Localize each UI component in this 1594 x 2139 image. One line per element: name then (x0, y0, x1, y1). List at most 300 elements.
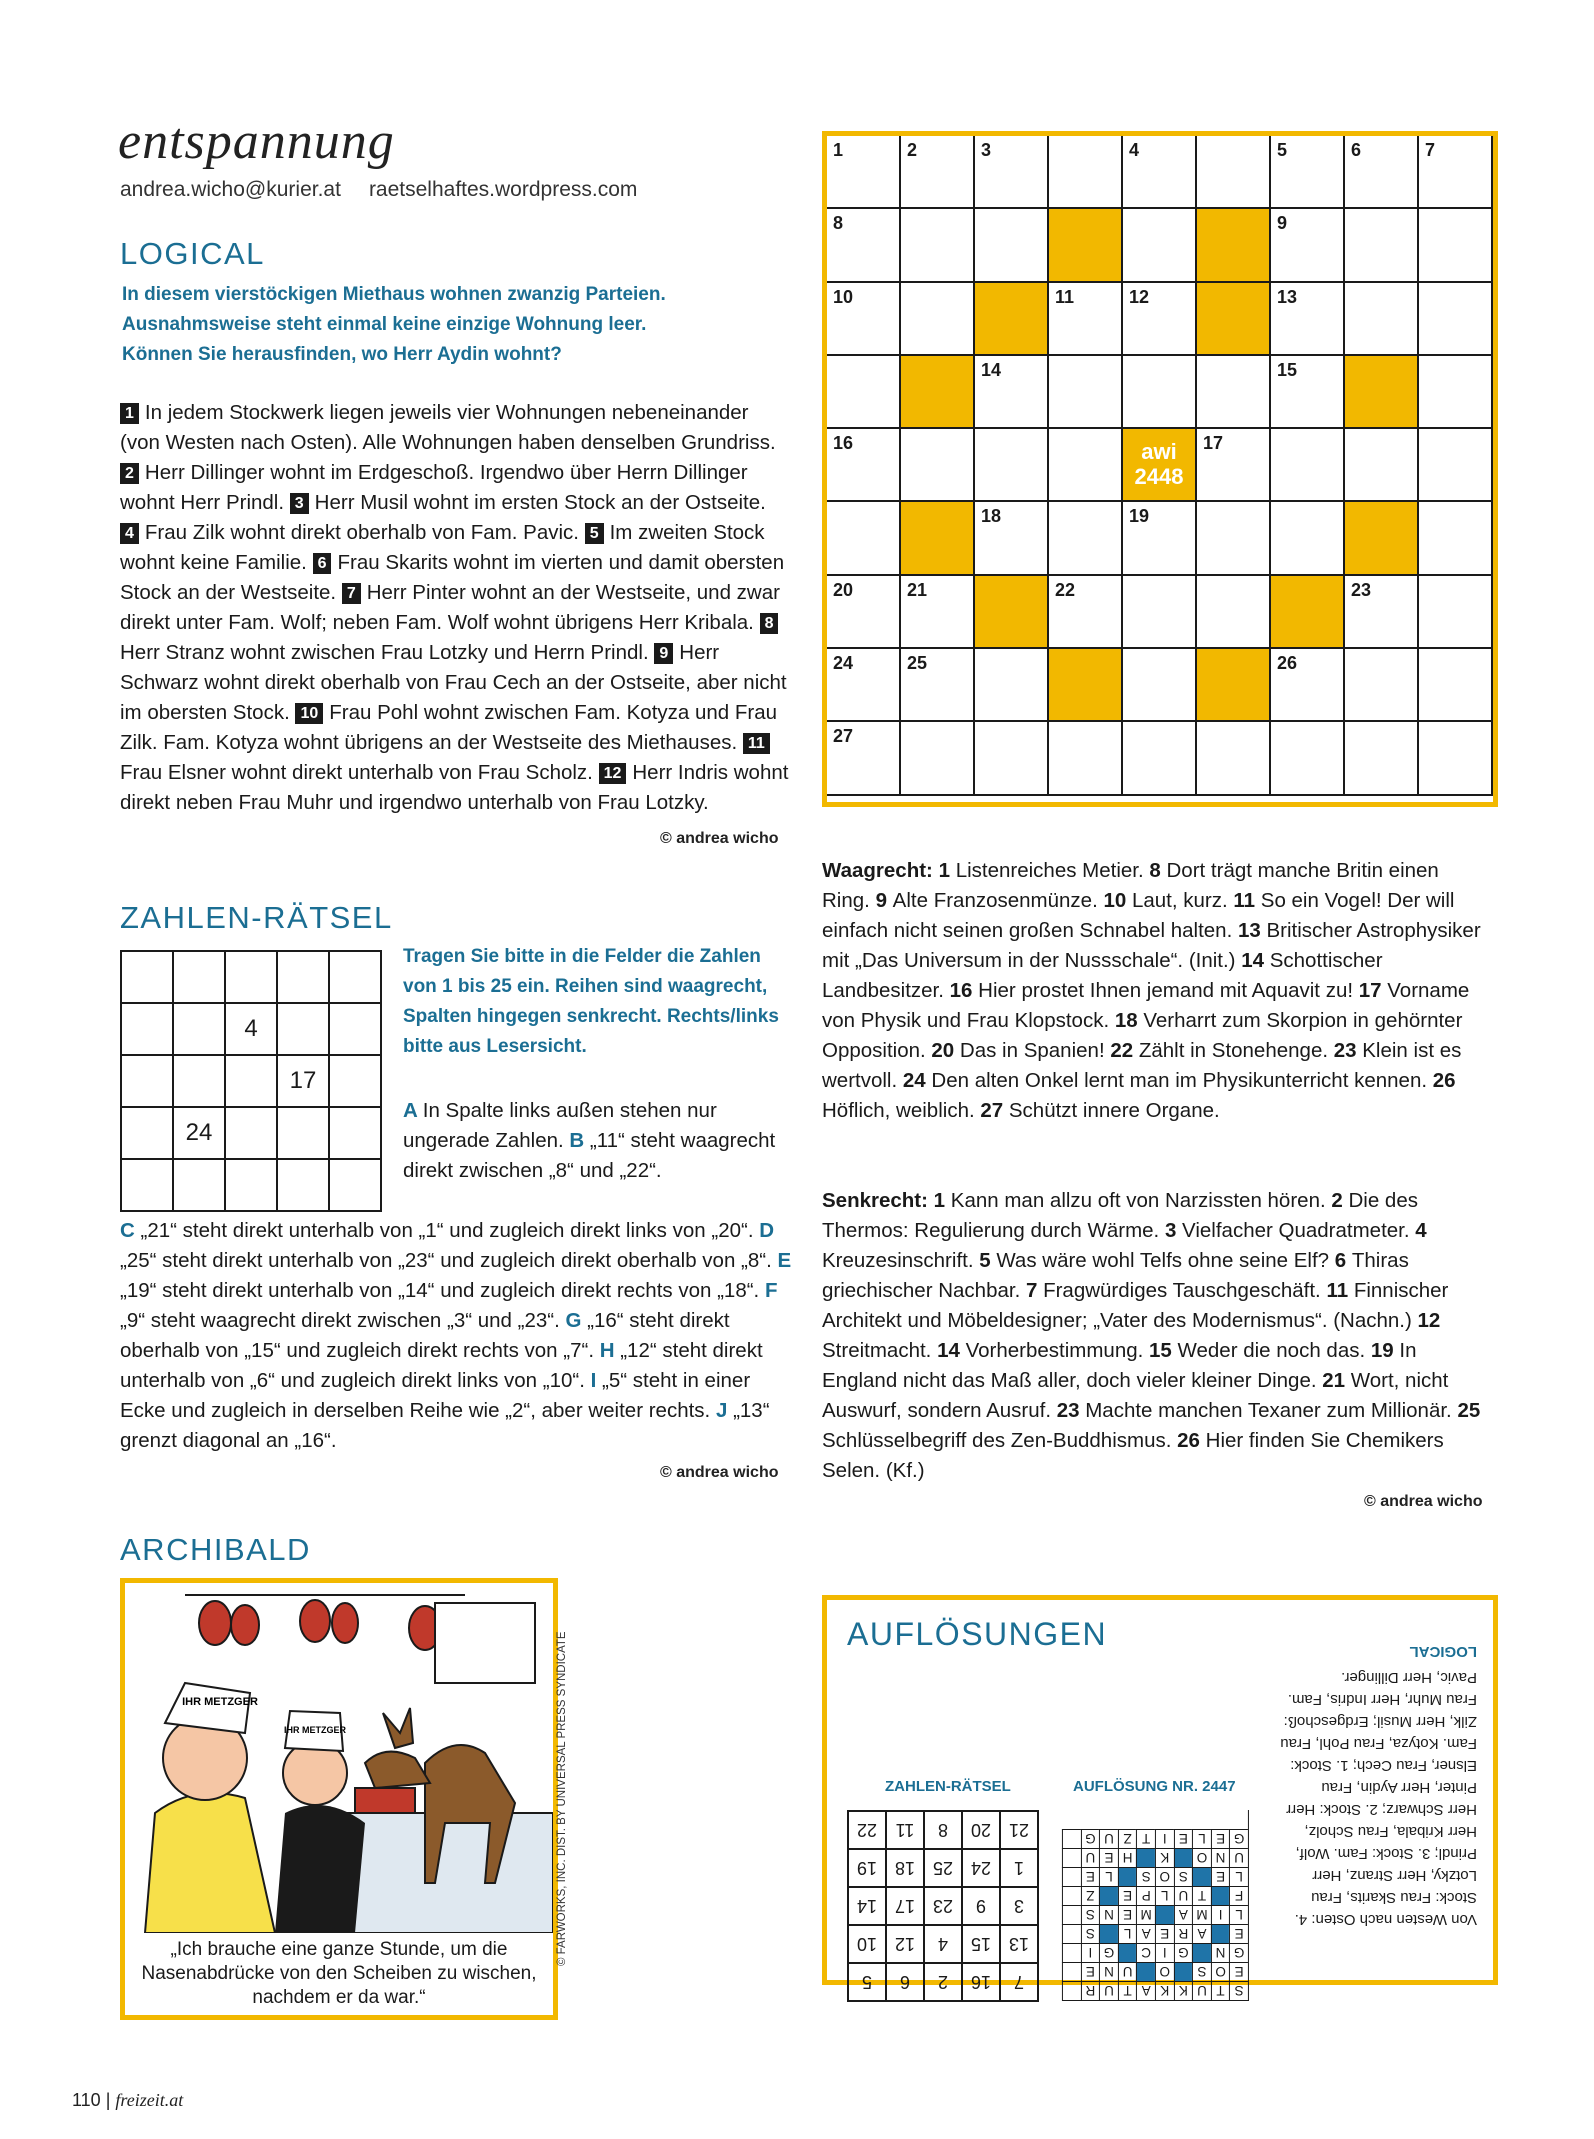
grid-cell (975, 136, 1049, 209)
solution-cell: 19 (847, 1848, 885, 1886)
clue-number: 11 (743, 733, 770, 754)
clue-text: „12“ steht direkt unterhalb von „6“ und zugleich direkt links von „10“. (120, 1339, 763, 1392)
clue-number: 12 (1417, 1309, 1441, 1332)
solutions-crossword-label: AUFLÖSUNG NR. 2447 (1073, 1778, 1236, 1795)
solution-cell: M (1136, 1905, 1155, 1924)
solution-cell: S (1081, 1924, 1100, 1943)
clue-text: Kann man allzu oft von Narzissten hören. (950, 1189, 1332, 1212)
solution-cell: E (1081, 1962, 1100, 1981)
clue-text: Britischer Astrophysiker mit „Das Universum in der Nussschale“. (Init.) (822, 919, 1481, 972)
clue-text: Kreuzesinschrift. (822, 1249, 980, 1272)
logical-title: LOGICAL (120, 236, 265, 271)
solution-cell: E (1118, 1905, 1137, 1924)
solution-cell: I (1155, 1829, 1174, 1848)
clue-text: Machte manchen Texaner zum Millionär. (1085, 1399, 1458, 1422)
solution-cell: T (1192, 1886, 1211, 1905)
grid-cell: 17 (278, 1056, 330, 1108)
solution-cell: G (1174, 1943, 1193, 1962)
clue-letter: D (759, 1219, 775, 1242)
clue-number: 14 (937, 1339, 966, 1362)
clue-text: Höflich, weiblich. (822, 1099, 981, 1122)
solution-cell: N (1211, 1848, 1230, 1867)
grid-cell (1419, 356, 1493, 429)
clue-text: Alte Franzosenmünze. (892, 889, 1104, 912)
grid-cell (174, 1004, 226, 1056)
cell-number: 9 (1277, 213, 1288, 234)
crossword-grid (827, 136, 1493, 796)
solution-cell: O (1155, 1962, 1174, 1981)
solution-cell: S (1081, 1905, 1100, 1924)
solution-cell: G (1099, 1943, 1118, 1962)
solution-cell: E (1229, 1962, 1248, 1981)
clue-text: Hier prostet Ihnen jemand mit Aquavit zu! (978, 979, 1359, 1002)
solution-cell (1062, 1924, 1081, 1943)
solution-cell: 20 (961, 1810, 999, 1848)
cap-label-1: IHR METZGER (182, 1696, 258, 1708)
clue-text: Herr Dillinger wohnt im Erdgeschoß. Irgendwo über Herrn Dillinger wohnt Herr Prindl. (120, 461, 748, 514)
clue-letter: G (565, 1309, 588, 1332)
solution-cell: O (1155, 1867, 1174, 1886)
website-link[interactable]: raetselhaftes.wordpress.com (368, 178, 638, 201)
email-link[interactable]: andrea.wicho@kurier.at (120, 178, 341, 201)
clue-text: „5“ steht in einer Ecke und zugleich in derselben Reihe wie „2“, aber weiter rechts. (120, 1369, 751, 1422)
clue-text: Zählt in Stonehenge. (1138, 1039, 1334, 1062)
puzzle-id-number: 2448 (1134, 464, 1184, 490)
cell-number: 10 (833, 286, 854, 307)
clue-text: Listenreiches Metier. (955, 859, 1150, 882)
cell-number: 11 (1055, 286, 1075, 307)
grid-cell (1123, 283, 1197, 356)
clue-letter: C (120, 1219, 141, 1242)
clue-letter: F (764, 1279, 778, 1302)
clue-number: 19 (1370, 1339, 1400, 1362)
block-cell (1049, 649, 1123, 722)
zahlen-grid (120, 950, 382, 1212)
grid-cell (975, 502, 1049, 575)
clue-number: 5 (979, 1249, 997, 1272)
cell-number: 14 (981, 359, 1002, 380)
solution-cell: 7 (999, 1962, 1037, 2000)
clue-number: 6 (1334, 1249, 1352, 1272)
solution-cell: I (1155, 1943, 1174, 1962)
solution-cell: T (1211, 1981, 1230, 2000)
solution-cell: 2 (923, 1962, 961, 2000)
grid-cell (278, 1160, 330, 1212)
solution-cell: F (1229, 1886, 1248, 1905)
clue-text: In jedem Stockwerk liegen jeweils vier Wohnungen nebeneinander (von Westen nach Osten). Alle Wohnungen haben denselben Grundriss. (120, 401, 776, 454)
clue-text: So ein Vogel! Der will einfach nicht seinen großen Schnabel halten. (822, 889, 1455, 942)
clue-text: Im zweiten Stock wohnt keine Familie. (120, 521, 765, 574)
clue-text: Schottischer Landbesitzer. (822, 949, 1383, 1002)
brand-name: freizeit.at (115, 2090, 184, 2110)
clue-letter: E (777, 1249, 792, 1272)
solution-cell: I (1211, 1905, 1230, 1924)
grid-cell (330, 1160, 382, 1212)
clue-letter: B (569, 1129, 590, 1152)
grid-cell (330, 952, 382, 1004)
cell-number: 2 (907, 140, 918, 160)
clue-text: Fragwürdiges Tauschgeschäft. (1043, 1279, 1327, 1302)
solution-cell: 25 (923, 1848, 961, 1886)
clue-text: „9“ steht waagrecht direkt zwischen „3“ und „23“. (120, 1309, 566, 1332)
grid-cell (1123, 209, 1197, 282)
clue-text: Frau Elsner wohnt direkt unterhalb von Frau Scholz. (120, 761, 599, 784)
clue-number: 22 (1110, 1039, 1139, 1062)
block-cell (1345, 502, 1419, 575)
solution-cell: S (1174, 1867, 1193, 1886)
grid-cell (827, 356, 901, 429)
clue-letter: I (590, 1369, 603, 1392)
solution-cell: I (1081, 1943, 1100, 1962)
grid-cell (1271, 136, 1345, 209)
clue-number: 26 (1432, 1069, 1456, 1092)
cell-number: 7 (1425, 140, 1436, 160)
solution-cell: R (1081, 1981, 1100, 2000)
cell-number: 6 (1351, 140, 1362, 160)
grid-cell (1419, 649, 1493, 722)
block-cell (975, 576, 1049, 649)
clue-number: 16 (949, 979, 979, 1002)
clue-text: Das in Spanien! (959, 1039, 1111, 1062)
clue-number: 2 (120, 463, 139, 484)
solutions-zahlen-label: ZAHLEN-RÄTSEL (885, 1778, 1011, 1795)
grid-cell (226, 1108, 278, 1160)
block-cell (1197, 209, 1271, 282)
solution-cell: T (1118, 1981, 1137, 2000)
cell-number: 26 (1277, 653, 1298, 674)
clue-number: 1 (120, 403, 139, 424)
solution-cell: 18 (885, 1848, 923, 1886)
solution-cell: L (1229, 1905, 1248, 1924)
clue-text: Den alten Onkel lernt man im Physikunterricht kennen. (931, 1069, 1433, 1092)
solution-cell: G (1081, 1829, 1100, 1848)
clue-text: In England nicht das Maß aller, doch vieler kleiner Dinge. (822, 1339, 1417, 1392)
solution-cell: 17 (885, 1886, 923, 1924)
solution-block-cell (1211, 1886, 1230, 1905)
solution-cell (1062, 1829, 1081, 1848)
grid-cell (1345, 649, 1419, 722)
clue-number: 27 (980, 1099, 1009, 1122)
clue-text: Herr Pinter wohnt an der Westseite, und zwar direkt unter Fam. Wolf; neben Fam. Wolf wohnt übrigens Herr Kribala. (120, 581, 780, 634)
cell-number: 19 (1129, 506, 1150, 527)
cell-number: 24 (833, 653, 854, 674)
cell-number: 20 (833, 579, 854, 600)
zahlen-credit: © andrea wicho (660, 1464, 779, 1481)
solution-cell: E (1174, 1829, 1193, 1848)
grid-cell (226, 952, 278, 1004)
solution-cell (1062, 1962, 1081, 1981)
clue-text: Vorherbestimmung. (965, 1339, 1150, 1362)
solution-block-cell (1211, 1924, 1230, 1943)
grid-cell (122, 952, 174, 1004)
cell-number: 21 (907, 579, 928, 600)
solution-cell: U (1118, 1962, 1137, 1981)
clue-number: 18 (1114, 1009, 1144, 1032)
grid-cell (278, 952, 330, 1004)
solution-cell: S (1136, 1867, 1155, 1886)
clue-number: 2 (1331, 1189, 1349, 1212)
clue-number: 13 (1237, 919, 1267, 942)
comic-caption: „Ich brauche eine ganze Stunde, um die Nasenabdrücke von den Scheiben zu wischen, nachdem er da war.“ (141, 1939, 537, 2008)
clue-text: Was wäre wohl Telfs ohne seine Elf? (996, 1249, 1335, 1272)
grid-cell (901, 429, 975, 502)
solution-cell: O (1192, 1848, 1211, 1867)
grid-cell (1419, 283, 1493, 356)
clue-number: 25 (1457, 1399, 1481, 1422)
clue-text: Wort, nicht Auswurf, sondern Ausruf. (822, 1369, 1449, 1422)
clue-text: „21“ steht direkt unterhalb von „1“ und zugleich direkt links von „20“. (140, 1219, 760, 1242)
grid-cell (1197, 429, 1271, 502)
solution-cell: L (1192, 1829, 1211, 1848)
grid-cell (1271, 356, 1345, 429)
grid-cell (1419, 429, 1493, 502)
clue-text: Thiras griechischer Nachbar. (822, 1249, 1409, 1302)
clue-text: Streitmacht. (822, 1339, 938, 1362)
solution-cell: K (1155, 1981, 1174, 2000)
clue-text: Verharrt zum Skorpion in gehörnter Opposition. (822, 1009, 1463, 1062)
solutions-zahlen-grid (847, 1810, 1039, 2002)
solution-cell: H (1118, 1848, 1137, 1867)
grid-cell (1123, 576, 1197, 649)
solution-cell: U (1174, 1886, 1193, 1905)
clue-number: 10 (295, 703, 323, 724)
clue-number: 14 (1241, 949, 1270, 972)
solution-cell: 6 (885, 1962, 923, 2000)
clue-text: Vielfacher Quadratmeter. (1182, 1219, 1416, 1242)
solution-block-cell (1174, 1848, 1193, 1867)
solution-cell: 8 (923, 1810, 961, 1848)
grid-cell (1197, 576, 1271, 649)
cell-number: 15 (1277, 359, 1298, 380)
clue-text: Frau Skarits wohnt im vierten und damit obersten Stock an der Westseite. (120, 551, 785, 604)
grid-cell (901, 722, 975, 795)
clue-number: 9 (875, 889, 893, 912)
puzzle-id-badge (1123, 429, 1195, 500)
grid-cell (901, 209, 975, 282)
solution-cell: E (1118, 1886, 1137, 1905)
clue-text: „25“ steht direkt unterhalb von „23“ und zugleich direkt oberhalb von „8“. (120, 1249, 778, 1272)
solution-cell: A (1136, 1924, 1155, 1943)
grid-cell: 24 (174, 1108, 226, 1160)
solution-cell: R (1174, 1924, 1193, 1943)
grid-cell (1419, 722, 1493, 795)
logical-clues (120, 398, 790, 818)
puzzle-id-name: awi (1141, 439, 1177, 465)
grid-cell (975, 722, 1049, 795)
clue-number: 24 (902, 1069, 932, 1092)
grid-cell (901, 649, 975, 722)
solution-cell: O (1211, 1962, 1230, 1981)
solution-block-cell (1136, 1962, 1155, 1981)
grid-cell (1419, 136, 1493, 209)
clue-text: Herr Stranz wohnt zwischen Frau Lotzky und Herrn Prindl. (120, 641, 655, 664)
solution-cell: E (1099, 1848, 1118, 1867)
grid-cell (1345, 136, 1419, 209)
crossword-credit: © andrea wicho (1364, 1493, 1483, 1510)
clue-text: Dort trägt manche Britin einen Ring. (822, 859, 1439, 912)
solution-block-cell (1099, 1886, 1118, 1905)
solution-cell: 9 (961, 1886, 999, 1924)
solution-cell: U (1099, 1981, 1118, 2000)
block-cell (901, 356, 975, 429)
block-cell (1271, 576, 1345, 649)
clue-number: 10 (1103, 889, 1132, 912)
grid-cell (827, 722, 901, 795)
grid-cell (975, 429, 1049, 502)
solution-cell: 15 (961, 1924, 999, 1962)
grid-cell (1419, 576, 1493, 649)
clue-letter: A (403, 1099, 423, 1122)
grid-cell (1345, 209, 1419, 282)
grid-cell (1197, 502, 1271, 575)
logical-intro: In diesem vierstöckigen Miethaus wohnen zwanzig Parteien. Ausnahmsweise steht einmal keine einzige Wohnung leer. Können Sie herausfinden, wo Herr Aydin wohnt? (122, 284, 666, 365)
solution-cell: K (1174, 1981, 1193, 2000)
grid-cell (278, 1108, 330, 1160)
clue-number: 21 (1322, 1369, 1351, 1392)
clue-number: 23 (1056, 1399, 1086, 1422)
grid-cell (827, 283, 901, 356)
solution-cell: T (1136, 1829, 1155, 1848)
solution-cell: 14 (847, 1886, 885, 1924)
clue-text: Finnischer Architekt und Möbeldesigner; „Vater des Modernismus“. (Nachn.) (822, 1279, 1449, 1332)
clue-number: 7 (1025, 1279, 1044, 1302)
clue-text: „11“ steht waagrecht direkt zwischen „8“ und „22“. (403, 1129, 776, 1182)
solution-cell: 12 (885, 1924, 923, 1962)
solution-cell: 13 (999, 1924, 1037, 1962)
grid-cell (827, 576, 901, 649)
solutions-logical: Von Westen nach Osten: 4. Stock: Frau Skarits, Frau Lotzky, Herr Stranz, Herr Prindl; 3. Stock: Fam. Wolf, Herr Kribala, Frau Scholz, Herr Schwarz; 2. Stock: Herr Pinter, Herr Aydin, Frau Elsner, Frau Cech; 1. Stock: Fam. Kotyza, Frau Pohl, Frau Zilk, Herr Musil; Erdgeschoß: Frau Muhr, Herr Indris, Fam. Pavic, Herr Dillinger. LOGICAL (1280, 1643, 1477, 1928)
zahlen-clues-bottom (120, 1216, 792, 1456)
comic-illustration (125, 1583, 553, 1933)
solution-cell: 16 (961, 1962, 999, 2000)
clue-text: „13“ grenzt diagonal an „16“. (120, 1399, 770, 1452)
section-title: entspannung (118, 113, 395, 170)
zahlen-intro: Tragen Sie bitte in die Felder die Zahlen von 1 bis 25 ein. Reihen sind waagrecht, Spalten hingegen senkrecht. Rechts/links bitte aus Lesersicht. (403, 946, 779, 1057)
grid-cell (1123, 649, 1197, 722)
grid-cell (901, 136, 975, 209)
solution-cell: 5 (847, 1962, 885, 2000)
solution-cell: N (1099, 1905, 1118, 1924)
grid-cell (1271, 649, 1345, 722)
grid-cell (1197, 136, 1271, 209)
cell-number: 5 (1277, 140, 1288, 160)
solutions-title: AUFLÖSUNGEN (847, 1616, 1108, 1652)
clue-text: Hier finden Sie Chemikers Selen. (Kf.) (822, 1429, 1444, 1482)
solution-cell: Z (1081, 1886, 1100, 1905)
contact-line (120, 178, 637, 202)
clue-text: Frau Zilk wohnt direkt oberhalb von Fam. Pavic. (144, 521, 585, 544)
grid-cell (901, 576, 975, 649)
archibald-title: ARCHIBALD (120, 1532, 311, 1567)
grid-cell (827, 136, 901, 209)
clue-text: Weder die noch das. (1177, 1339, 1371, 1362)
cap-label-2: IHR METZGER (284, 1725, 346, 1735)
clue-text: Frau Pohl wohnt zwischen Fam. Kotyza und Frau Zilk. Fam. Kotyza wohnt übrigens an der Westseite des Miethauses. (120, 701, 778, 754)
block-cell (901, 502, 975, 575)
grid-cell (226, 1056, 278, 1108)
solution-cell: U (1229, 1848, 1248, 1867)
grid-cell (122, 1108, 174, 1160)
cell-number: 22 (1055, 579, 1076, 600)
solution-cell: 23 (923, 1886, 961, 1924)
grid-cell (226, 1160, 278, 1212)
grid-cell (1049, 502, 1123, 575)
grid-cell (1123, 429, 1197, 502)
grid-cell (1123, 722, 1197, 795)
clue-letter: J (715, 1399, 734, 1422)
grid-cell (827, 429, 901, 502)
solution-cell: N (1099, 1962, 1118, 1981)
zahlen-clues-top (403, 1096, 793, 1186)
grid-cell (827, 502, 901, 575)
grid-cell (1049, 283, 1123, 356)
solution-cell: A (1174, 1905, 1193, 1924)
grid-cell (1419, 502, 1493, 575)
grid-cell (975, 209, 1049, 282)
solution-cell (1062, 1886, 1081, 1905)
grid-cell (1197, 722, 1271, 795)
solution-cell: E (1155, 1924, 1174, 1943)
comic-copyright: © FARWORKS, INC. DIST. BY UNIVERSAL PRESS SYNDICATE (556, 1631, 568, 1966)
solution-cell: N (1211, 1943, 1230, 1962)
solution-block-cell (1118, 1943, 1137, 1962)
grid-cell (1049, 722, 1123, 795)
grid-cell (1197, 356, 1271, 429)
solution-block-cell (1192, 1943, 1211, 1962)
clue-number: 4 (1415, 1219, 1427, 1242)
solution-cell: C (1136, 1943, 1155, 1962)
clue-number: 23 (1333, 1039, 1363, 1062)
solution-cell: L (1118, 1924, 1137, 1943)
solution-cell: G (1229, 1943, 1248, 1962)
solution-cell: S (1192, 1962, 1211, 1981)
grid-cell (1123, 136, 1197, 209)
clue-number: 7 (342, 583, 361, 604)
clue-text: Herr Indris wohnt direkt neben Frau Muhr und irgendwo unterhalb von Frau Lotzky. (120, 761, 789, 814)
grid-cell (330, 1056, 382, 1108)
block-cell (1049, 209, 1123, 282)
solution-cell: 22 (847, 1810, 885, 1848)
solution-cell: M (1192, 1905, 1211, 1924)
clue-number: 12 (599, 763, 627, 784)
clue-text: Laut, kurz. (1131, 889, 1234, 912)
cell-number: 27 (833, 726, 854, 747)
solution-cell: E (1211, 1867, 1230, 1886)
across-clues (822, 856, 1488, 1126)
grid-cell (1345, 429, 1419, 502)
solution-cell (1062, 1848, 1081, 1867)
solution-cell: E (1229, 1924, 1248, 1943)
grid-cell (1049, 429, 1123, 502)
grid-cell (1271, 283, 1345, 356)
grid-cell (122, 1004, 174, 1056)
cell-number: 18 (981, 506, 1002, 527)
solution-cell: 21 (999, 1810, 1037, 1848)
solution-cell: 10 (847, 1924, 885, 1962)
grid-cell (1049, 576, 1123, 649)
solution-cell: U (1192, 1981, 1211, 2000)
cell-number: 4 (1129, 140, 1140, 160)
solution-block-cell (1136, 1848, 1155, 1867)
cell-number: 17 (1203, 433, 1224, 454)
solution-cell: 24 (961, 1848, 999, 1886)
grid-cell (1419, 209, 1493, 282)
grid-cell (174, 1160, 226, 1212)
clue-text: In Spalte links außen stehen nur ungerade Zahlen. (403, 1099, 717, 1152)
clue-number: 15 (1149, 1339, 1178, 1362)
grid-cell (1271, 209, 1345, 282)
clue-number: 4 (120, 523, 139, 544)
